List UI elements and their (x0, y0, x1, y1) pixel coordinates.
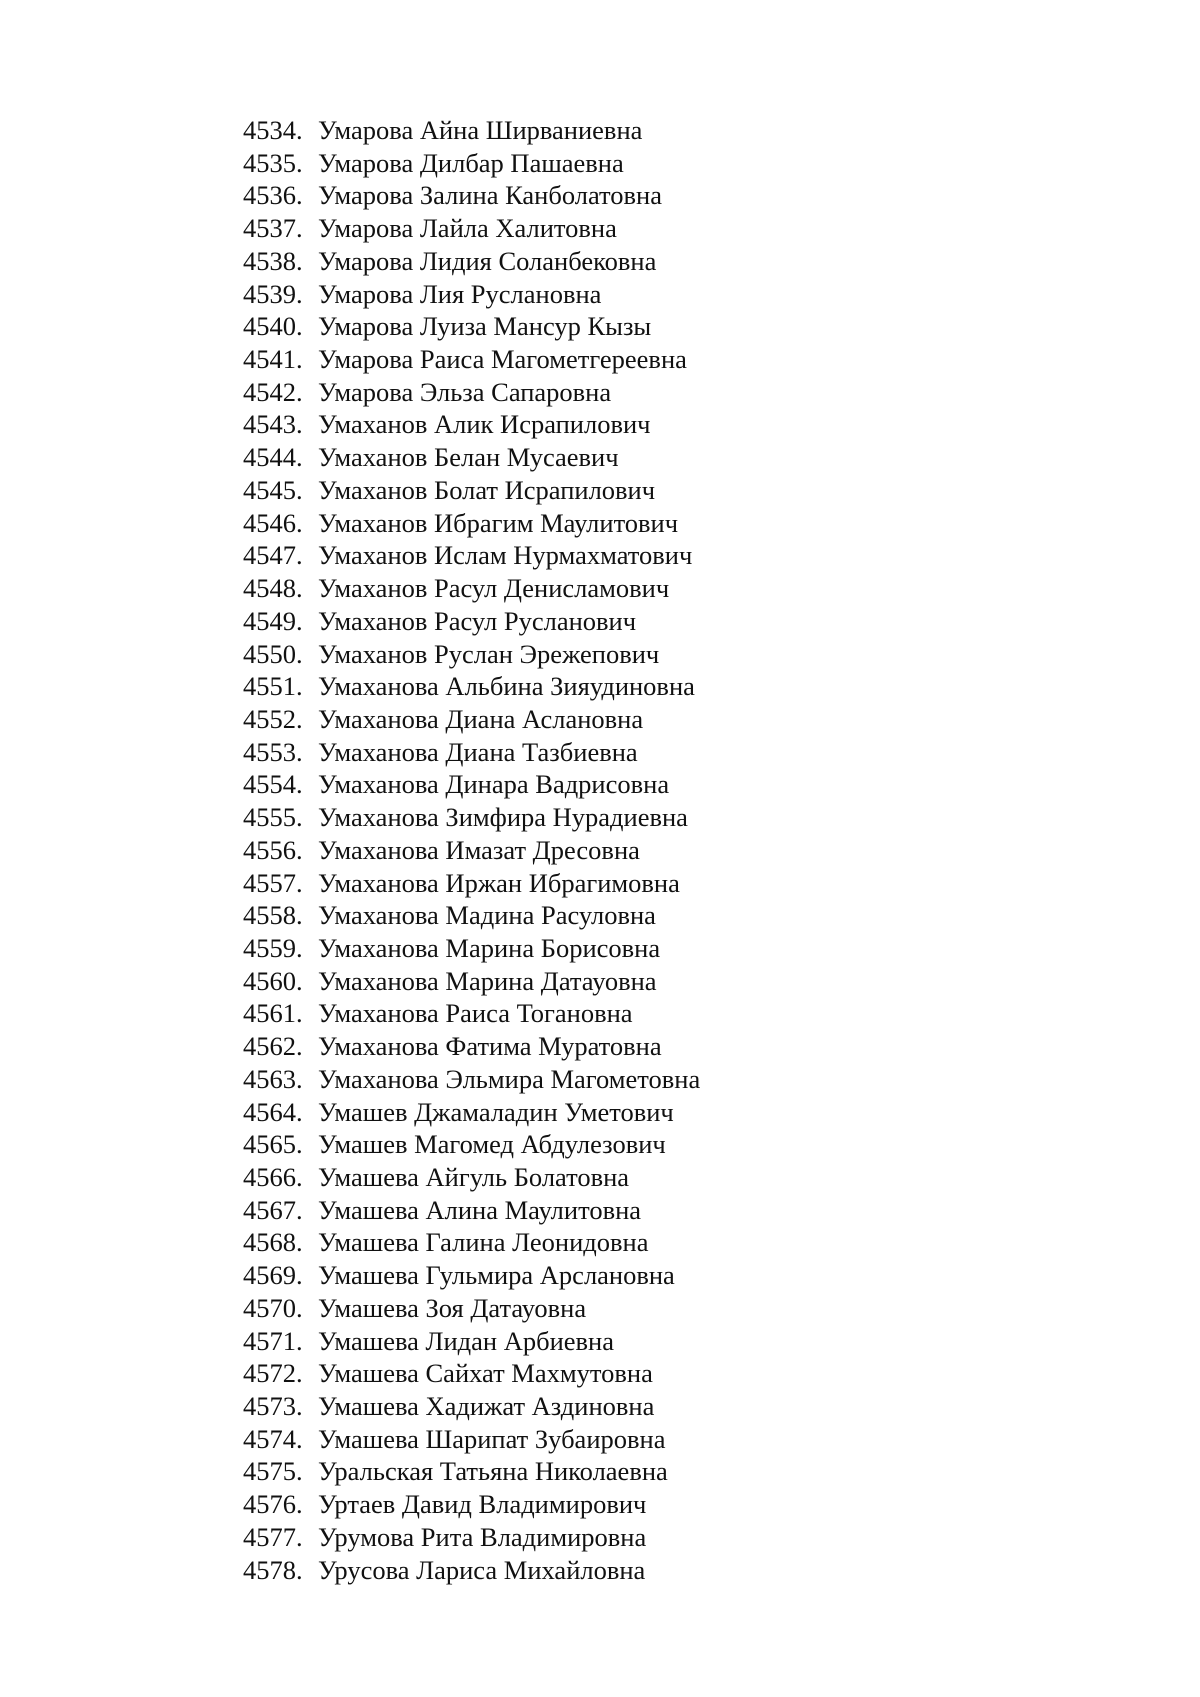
entry-number: 4545. (243, 474, 303, 505)
list-item (243, 114, 700, 147)
entry-number: 4537. (243, 213, 303, 244)
list-item (243, 1521, 700, 1554)
entry-number: 4541. (243, 344, 303, 375)
entry-name: Урумова Рита Владимировна (318, 1521, 647, 1552)
list-item (243, 1161, 700, 1194)
entry-number: 4552. (243, 703, 303, 734)
entry-number: 4547. (243, 540, 303, 571)
entry-number: 4536. (243, 180, 303, 211)
entry-number: 4542. (243, 376, 303, 407)
list-item (243, 834, 700, 867)
entry-name: Умарова Айна Ширваниевна (318, 115, 643, 145)
entry-name: Умаханова Зимфира Нурадиевна (318, 802, 688, 833)
entry-name: Умашева Айгуль Болатовна (318, 1162, 630, 1192)
list-item (243, 474, 700, 507)
entry-name: Умашев Магомед Абдулезович (318, 1129, 666, 1160)
entry-number: 4555. (243, 802, 303, 833)
entry-name: Умашева Лидан Арбиевна (318, 1325, 614, 1356)
list-item (243, 965, 700, 998)
list-item (243, 539, 700, 572)
entry-name: Умаханова Диана Тазбиевна (318, 736, 638, 767)
list-item (243, 867, 700, 900)
list-item (243, 408, 700, 441)
entry-name: Умашева Хадижат Аздиновна (318, 1391, 655, 1422)
entry-name: Умаханов Руслан Эрежепович (318, 638, 660, 669)
entry-number: 4556. (243, 834, 303, 865)
entry-number: 4553. (243, 736, 303, 767)
entry-number: 4564. (243, 1096, 303, 1127)
entry-number: 4565. (243, 1129, 303, 1160)
entry-number: 4578. (243, 1554, 303, 1585)
list-item (243, 1554, 700, 1587)
entry-number: 4539. (243, 278, 303, 309)
entry-number: 4557. (243, 867, 303, 898)
list-item (243, 212, 700, 245)
list-item (243, 1096, 700, 1129)
entry-name: Умаханов Ислам Нурмахматович (318, 540, 693, 571)
entry-number: 4558. (243, 900, 303, 931)
entry-name: Умарова Луиза Мансур Кызы (318, 311, 652, 342)
list-item (243, 441, 700, 474)
entry-number: 4534. (243, 115, 303, 145)
list-item (243, 736, 700, 769)
list-item (243, 245, 700, 278)
list-item (243, 507, 700, 540)
entry-number: 4573. (243, 1391, 303, 1422)
entry-number: 4559. (243, 932, 303, 963)
list-item (243, 147, 700, 180)
list-item (243, 605, 700, 638)
entry-number: 4566. (243, 1162, 303, 1192)
entry-name: Умаханова Марина Датауовна (318, 965, 657, 996)
list-item (243, 1390, 700, 1423)
entry-number: 4577. (243, 1521, 303, 1552)
entry-name: Умаханова Иржан Ибрагимовна (318, 867, 680, 898)
entry-name: Умаханова Марина Борисовна (318, 932, 661, 963)
entry-name: Умаханов Болат Исрапилович (318, 474, 656, 505)
list-item (243, 572, 700, 605)
entry-number: 4538. (243, 245, 303, 276)
list-item (243, 310, 700, 343)
entry-number: 4543. (243, 409, 303, 440)
entry-name: Умаханова Эльмира Магометовна (318, 1063, 701, 1094)
entry-name: Умашева Гульмира Арслановна (318, 1260, 675, 1291)
entry-number: 4575. (243, 1456, 303, 1487)
entry-name: Умарова Лидия Соланбековна (318, 245, 657, 276)
list-item (243, 1292, 700, 1325)
list-item (243, 670, 700, 703)
list-item (243, 1063, 700, 1096)
list-item (243, 1325, 700, 1358)
entry-name: Умарова Раиса Магометгереевна (318, 344, 687, 375)
entry-name: Умаханов Расул Денисламович (318, 573, 670, 604)
entry-number: 4540. (243, 311, 303, 342)
entry-name: Умаханова Мадина Расуловна (318, 900, 656, 931)
list-item (243, 1455, 700, 1488)
entry-number: 4551. (243, 671, 303, 702)
entry-number: 4546. (243, 507, 303, 538)
entry-name: Умаханова Диана Аслановна (318, 703, 644, 734)
list-item (243, 703, 700, 736)
entry-name: Умаханова Динара Вадрисовна (318, 769, 670, 800)
list-item (243, 179, 700, 212)
entry-name: Умарова Эльза Сапаровна (318, 376, 612, 407)
entry-number: 4576. (243, 1489, 303, 1520)
entry-number: 4574. (243, 1423, 303, 1454)
list-item (243, 997, 700, 1030)
list-item (243, 1423, 700, 1456)
list-item (243, 932, 700, 965)
entry-number: 4572. (243, 1358, 303, 1389)
list-item (243, 1128, 700, 1161)
entry-number: 4562. (243, 1031, 303, 1062)
list-item (243, 278, 700, 311)
entry-name: Умашев Джамаладин Уметович (318, 1096, 674, 1127)
entry-name: Умаханова Имазат Дресовна (318, 834, 640, 865)
entry-name: Умашева Алина Маулитовна (318, 1194, 642, 1225)
entry-name: Умашева Шарипат Зубаировна (318, 1423, 666, 1454)
entry-number: 4568. (243, 1227, 303, 1258)
list-item (243, 1030, 700, 1063)
entry-name: Умаханова Раиса Тогановна (318, 998, 633, 1029)
entry-number: 4549. (243, 605, 303, 636)
entry-name: Умаханова Фатима Муратовна (318, 1031, 662, 1062)
entry-name: Умашева Зоя Датауовна (318, 1292, 587, 1323)
entry-number: 4548. (243, 573, 303, 604)
entry-number: 4569. (243, 1260, 303, 1291)
list-item (243, 768, 700, 801)
entry-name: Уральская Татьяна Николаевна (318, 1456, 668, 1487)
list-item (243, 1488, 700, 1521)
list-item (243, 343, 700, 376)
entry-number: 4567. (243, 1194, 303, 1225)
entry-name: Умарова Лия Руслановна (318, 278, 602, 309)
list-item (243, 801, 700, 834)
entry-number: 4535. (243, 147, 303, 178)
entry-number: 4561. (243, 998, 303, 1029)
name-list (243, 114, 700, 1586)
list-item (243, 1226, 700, 1259)
entry-name: Умаханов Белан Мусаевич (318, 442, 619, 473)
entry-name: Умарова Лайла Халитовна (318, 213, 617, 244)
list-item (243, 899, 700, 932)
list-item (243, 1194, 700, 1227)
list-item (243, 638, 700, 671)
entry-number: 4563. (243, 1063, 303, 1094)
entry-name: Умаханова Альбина Зияудиновна (318, 671, 695, 702)
entry-number: 4570. (243, 1292, 303, 1323)
list-item (243, 1357, 700, 1390)
list-item (243, 376, 700, 409)
entry-name: Урусова Лариса Михайловна (318, 1554, 646, 1585)
entry-number: 4560. (243, 965, 303, 996)
entry-name: Умаханов Алик Исрапилович (318, 409, 651, 440)
entry-number: 4554. (243, 769, 303, 800)
list-item (243, 1259, 700, 1292)
entry-number: 4571. (243, 1325, 303, 1356)
entry-name: Умаханов Расул Русланович (318, 605, 637, 636)
entry-name: Уртаев Давид Владимирович (318, 1489, 647, 1520)
entry-name: Умаханов Ибрагим Маулитович (318, 507, 679, 538)
entry-number: 4550. (243, 638, 303, 669)
entry-name: Умашева Сайхат Махмутовна (318, 1358, 653, 1389)
entry-name: Умашева Галина Леонидовна (318, 1227, 649, 1258)
entry-name: Умарова Залина Канболатовна (318, 180, 662, 211)
entry-name: Умарова Дилбар Пашаевна (318, 147, 624, 178)
entry-number: 4544. (243, 442, 303, 473)
